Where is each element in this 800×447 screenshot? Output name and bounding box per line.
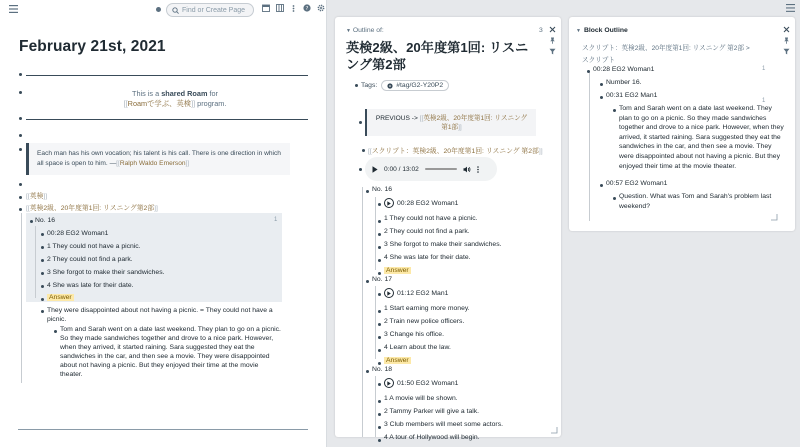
bracket: [[: [26, 193, 30, 200]
text: for: [207, 89, 218, 98]
resize-handle-icon[interactable]: [551, 427, 557, 433]
bracket: ]]: [191, 99, 196, 108]
indent-guide: [35, 226, 36, 298]
choice-1[interactable]: 1 A movie will be shown.: [384, 395, 458, 402]
bracket: ]]: [538, 148, 543, 155]
close-icon[interactable]: [549, 26, 556, 33]
sidebar-menu-icon[interactable]: [786, 4, 795, 12]
play-icon[interactable]: [372, 166, 378, 173]
choice-3[interactable]: 3 She forgot to make their sandwiches.: [384, 241, 502, 248]
script-ref[interactable]: [368, 145, 543, 155]
block-bullet[interactable]: [378, 310, 381, 313]
block-bullet[interactable]: [378, 413, 381, 416]
answer-block[interactable]: [384, 357, 411, 364]
page-link[interactable]: 英検: [29, 193, 44, 200]
block-bullet[interactable]: [378, 323, 381, 326]
question-number[interactable]: No. 17: [372, 276, 393, 283]
block-bullet[interactable]: [613, 197, 616, 200]
answer-highlight: Answer: [386, 267, 409, 274]
help-icon[interactable]: [303, 4, 311, 12]
tags-row: [361, 80, 449, 91]
volume-icon[interactable]: [463, 166, 471, 173]
resize-handle-icon[interactable]: [771, 214, 777, 220]
pin-icon[interactable]: [549, 37, 556, 44]
time-label: 00:28 EG2 Woman1: [397, 199, 459, 207]
time-label[interactable]: 00:31 EG2 Man1: [606, 92, 658, 99]
gear-icon[interactable]: [317, 4, 325, 12]
time-row[interactable]: [384, 378, 458, 388]
bracket: ]]: [154, 205, 158, 212]
block-bullet[interactable]: [19, 91, 22, 94]
author-link[interactable]: Ralph Waldo Emerson: [119, 160, 186, 167]
outline-pane: [335, 17, 561, 441]
time-label: 01:50 EG2 Woman1: [397, 379, 459, 387]
time-label: 01:12 EG2 Man1: [397, 289, 449, 297]
search-icon: [172, 7, 179, 14]
search-placeholder: Find or Create Page: [182, 6, 246, 14]
block-outline-title: Block Outline: [583, 27, 628, 34]
audio-player[interactable]: [365, 157, 497, 181]
block-bullet[interactable]: [587, 70, 590, 73]
block-bullet[interactable]: [378, 246, 381, 249]
bracket: ]]: [43, 193, 48, 200]
eiken-listening-ref[interactable]: [26, 204, 158, 213]
question-number[interactable]: No. 18: [372, 366, 393, 373]
indent-guide: [589, 71, 590, 221]
outline-label: [346, 27, 384, 34]
indent-guide: [375, 286, 376, 359]
time-row[interactable]: [384, 288, 448, 298]
question-number[interactable]: No. 16: [372, 186, 393, 193]
quote-text: Each man has his own vocation; his talent is his call. There is one direction in which all space is open to him. —: [37, 150, 281, 167]
bracket: [[: [116, 160, 120, 167]
block-bullet[interactable]: [19, 117, 22, 120]
choice-4[interactable]: 4 She was late for their date.: [384, 254, 471, 261]
calendar-icon[interactable]: [262, 4, 270, 12]
block-outline-pane: [569, 17, 795, 231]
breadcrumb-separator: >: [745, 45, 750, 52]
bold-text: shared Roam: [161, 89, 208, 98]
block-bullet[interactable]: [359, 121, 362, 124]
block-bullet[interactable]: [41, 246, 44, 249]
answer-highlight: Answer: [49, 294, 72, 301]
block-bullet[interactable]: [41, 259, 44, 262]
choice-2[interactable]: 2 Train new police officers.: [384, 318, 465, 325]
play-icon[interactable]: [384, 288, 394, 298]
svg-text:?: ?: [305, 6, 309, 12]
block-bullet[interactable]: [41, 233, 44, 236]
more-icon[interactable]: [290, 5, 297, 12]
answer-explanation[interactable]: They were disappointed about not having a picnic. = They could not have a picnic.: [47, 307, 273, 323]
choice-4[interactable]: 4 Learn about the law.: [384, 344, 451, 351]
choice-2[interactable]: 2 They could not find a park.: [384, 228, 470, 235]
audio-time: 0:00 / 13:02: [384, 165, 419, 173]
story-text[interactable]: Tom and Sarah went on a date last weekend. They plan to go on a picnic. So they made sandwiches together and drove to a nice park. However, when they arrived, it started raining. Sara suggested they eat the sandwiches in the car, and then see a movie. They were disappointed about not having a picnic. But they enjoyed their time at the movie theater.: [619, 105, 784, 170]
block-bullet[interactable]: [19, 208, 22, 211]
page-title[interactable]: February 21st, 2021: [19, 38, 166, 55]
story-text[interactable]: Tom and Sarah went on a date last weekend. They plan to go on a picnic. So they made sandwiches together and drove to a nice park. However, when they arrived, it started raining. Sara suggested they eat the sandwiches in the car, and then see a movie. They were disappointed about not having a picnic. But they enjoyed their time at the movie theater.: [60, 326, 281, 378]
question-number[interactable]: No. 16: [35, 217, 56, 224]
block-bullet[interactable]: [366, 190, 369, 193]
indent-guide: [375, 376, 376, 437]
time-label[interactable]: 00:57 EG2 Woman1: [606, 180, 668, 187]
block-bullet[interactable]: [378, 362, 381, 365]
indent-guide: [21, 213, 22, 383]
tag-icon: [387, 83, 393, 89]
choice-1[interactable]: 1 Start earning more money.: [384, 305, 470, 312]
block-bullet[interactable]: [19, 148, 22, 151]
block-bullet[interactable]: [600, 184, 603, 187]
close-icon[interactable]: [783, 26, 790, 33]
block-outline-header: [576, 27, 628, 34]
block-bullet[interactable]: [19, 196, 22, 199]
page-link[interactable]: Roamで学ぶ、英検: [127, 99, 192, 108]
block-bullet[interactable]: [362, 149, 365, 152]
page-end-divider: [18, 429, 308, 430]
block-bullet[interactable]: [19, 134, 22, 137]
choice-1[interactable]: 1 They could not have a picnic.: [47, 243, 141, 250]
program-line: [60, 99, 290, 109]
time-label[interactable]: 00:28 EG2 Woman1: [47, 230, 109, 237]
choice-3[interactable]: 3 Club members will meet some actors.: [384, 421, 503, 428]
divider: [26, 75, 308, 76]
divider: [26, 119, 308, 120]
question-text[interactable]: Question. What was Tom and Sarah's problem last weekend?: [619, 193, 772, 210]
block-bullet[interactable]: [19, 73, 22, 76]
ref-count[interactable]: 1: [274, 217, 278, 223]
block-bullet[interactable]: [600, 83, 603, 86]
outline-count: 3: [539, 27, 543, 34]
pin-icon[interactable]: [783, 37, 790, 44]
prev-page-link[interactable]: 英検2級、20年度第1回: リスニング第1部: [423, 115, 528, 131]
bracket: [[: [368, 148, 372, 155]
block-bullet[interactable]: [359, 168, 362, 171]
caret-down-icon[interactable]: ▼: [346, 28, 351, 34]
caret-down-icon[interactable]: ▼: [576, 27, 581, 34]
main-page-pane: [0, 0, 327, 447]
block-bullet[interactable]: [378, 233, 381, 236]
toolbar-icons: [262, 4, 325, 12]
block-bullet[interactable]: [30, 220, 33, 223]
text: program.: [195, 99, 227, 108]
block-bullet[interactable]: [378, 439, 381, 442]
choice-3[interactable]: 3 She forgot to make their sandwiches.: [47, 269, 165, 276]
bracket: [[: [26, 205, 30, 212]
block-bullet[interactable]: [378, 272, 381, 275]
block-bullet[interactable]: [600, 96, 603, 99]
block-bullet[interactable]: [54, 330, 57, 333]
choice-3[interactable]: 3 Change his office.: [384, 331, 444, 338]
block-bullet[interactable]: [41, 310, 44, 313]
audio-progress-bar[interactable]: [425, 168, 457, 170]
choice-2[interactable]: 2 They could not find a park.: [47, 256, 133, 263]
block-bullet[interactable]: [41, 298, 44, 301]
time-label[interactable]: 00:28 EG2 Woman1: [593, 66, 655, 73]
play-icon[interactable]: [384, 378, 394, 388]
block-bullet[interactable]: [41, 272, 44, 275]
filter-icon[interactable]: [549, 48, 556, 55]
search-input[interactable]: [166, 3, 254, 17]
tags-label: Tags:: [361, 82, 378, 89]
block-bullet[interactable]: [378, 383, 381, 386]
script-page-link[interactable]: スクリプト：英検2級、20年度第1回: リスニング 第2部: [371, 148, 539, 155]
outline-label-text: Outline of:: [352, 27, 384, 34]
shared-roam-line: [60, 89, 290, 98]
choice-1[interactable]: 1 They could not have a picnic.: [384, 215, 478, 222]
prev-label: PREVIOUS ->: [375, 115, 418, 122]
eiken-ref[interactable]: [26, 192, 47, 201]
block-bullet[interactable]: [378, 220, 381, 223]
block-bullet[interactable]: [41, 285, 44, 288]
breadcrumb[interactable]: [582, 42, 750, 52]
block-bullet[interactable]: [378, 203, 381, 206]
ref-count[interactable]: 1: [762, 66, 766, 72]
block-bullet[interactable]: [378, 349, 381, 352]
top-bar: [0, 0, 327, 20]
block-bullet[interactable]: [378, 293, 381, 296]
breadcrumb-text[interactable]: スクリプト：英検2級、20年度第1回: リスニング 第2部: [582, 45, 745, 52]
quote-block[interactable]: [26, 143, 290, 175]
tag-pill[interactable]: [381, 80, 449, 91]
time-row[interactable]: [384, 198, 458, 208]
block-bullet[interactable]: [378, 259, 381, 262]
page-link[interactable]: 英検2級、20年度第1回: リスニング第2部: [29, 205, 155, 212]
block-bullet[interactable]: [19, 183, 22, 186]
choice-2[interactable]: 2 Tammy Parker will give a talk.: [384, 408, 480, 415]
bracket: [[: [123, 99, 128, 108]
block-bullet[interactable]: [378, 426, 381, 429]
indent-guide: [375, 197, 376, 270]
sync-status-icon: [156, 7, 161, 12]
tag-text: #tag/G2-Y20P2: [396, 82, 444, 89]
indent-guide: [362, 187, 363, 437]
answer-block[interactable]: [384, 267, 411, 274]
outline-title[interactable]: 英検2級、20年度第1回: リスニング第2部: [346, 40, 529, 72]
columns-icon[interactable]: [276, 4, 284, 12]
more-vertical-icon[interactable]: [477, 166, 479, 173]
breadcrumb-script[interactable]: スクリプト: [582, 57, 615, 64]
choice-4[interactable]: 4 A tour of Hollywood will begin.: [384, 434, 480, 441]
block-bullet[interactable]: [378, 336, 381, 339]
bracket: [[: [419, 115, 424, 122]
bracket: ]]: [458, 124, 462, 131]
block-bullet[interactable]: [613, 109, 616, 112]
answer-highlight: Answer: [386, 357, 409, 364]
block-bullet[interactable]: [366, 280, 369, 283]
answer-block[interactable]: [47, 293, 74, 302]
block-bullet[interactable]: [378, 400, 381, 403]
block-bullet[interactable]: [355, 84, 358, 87]
number-label[interactable]: Number 16.: [606, 79, 642, 86]
text: This is a: [132, 89, 162, 98]
choice-4[interactable]: 4 She was late for their date.: [47, 282, 134, 289]
block-bullet[interactable]: [366, 370, 369, 373]
hamburger-icon[interactable]: [9, 5, 18, 13]
previous-link-block[interactable]: [365, 109, 536, 136]
bracket: ]]: [185, 160, 190, 167]
filter-icon[interactable]: [783, 48, 790, 55]
play-icon[interactable]: [384, 198, 394, 208]
ref-count[interactable]: 1: [762, 98, 766, 104]
